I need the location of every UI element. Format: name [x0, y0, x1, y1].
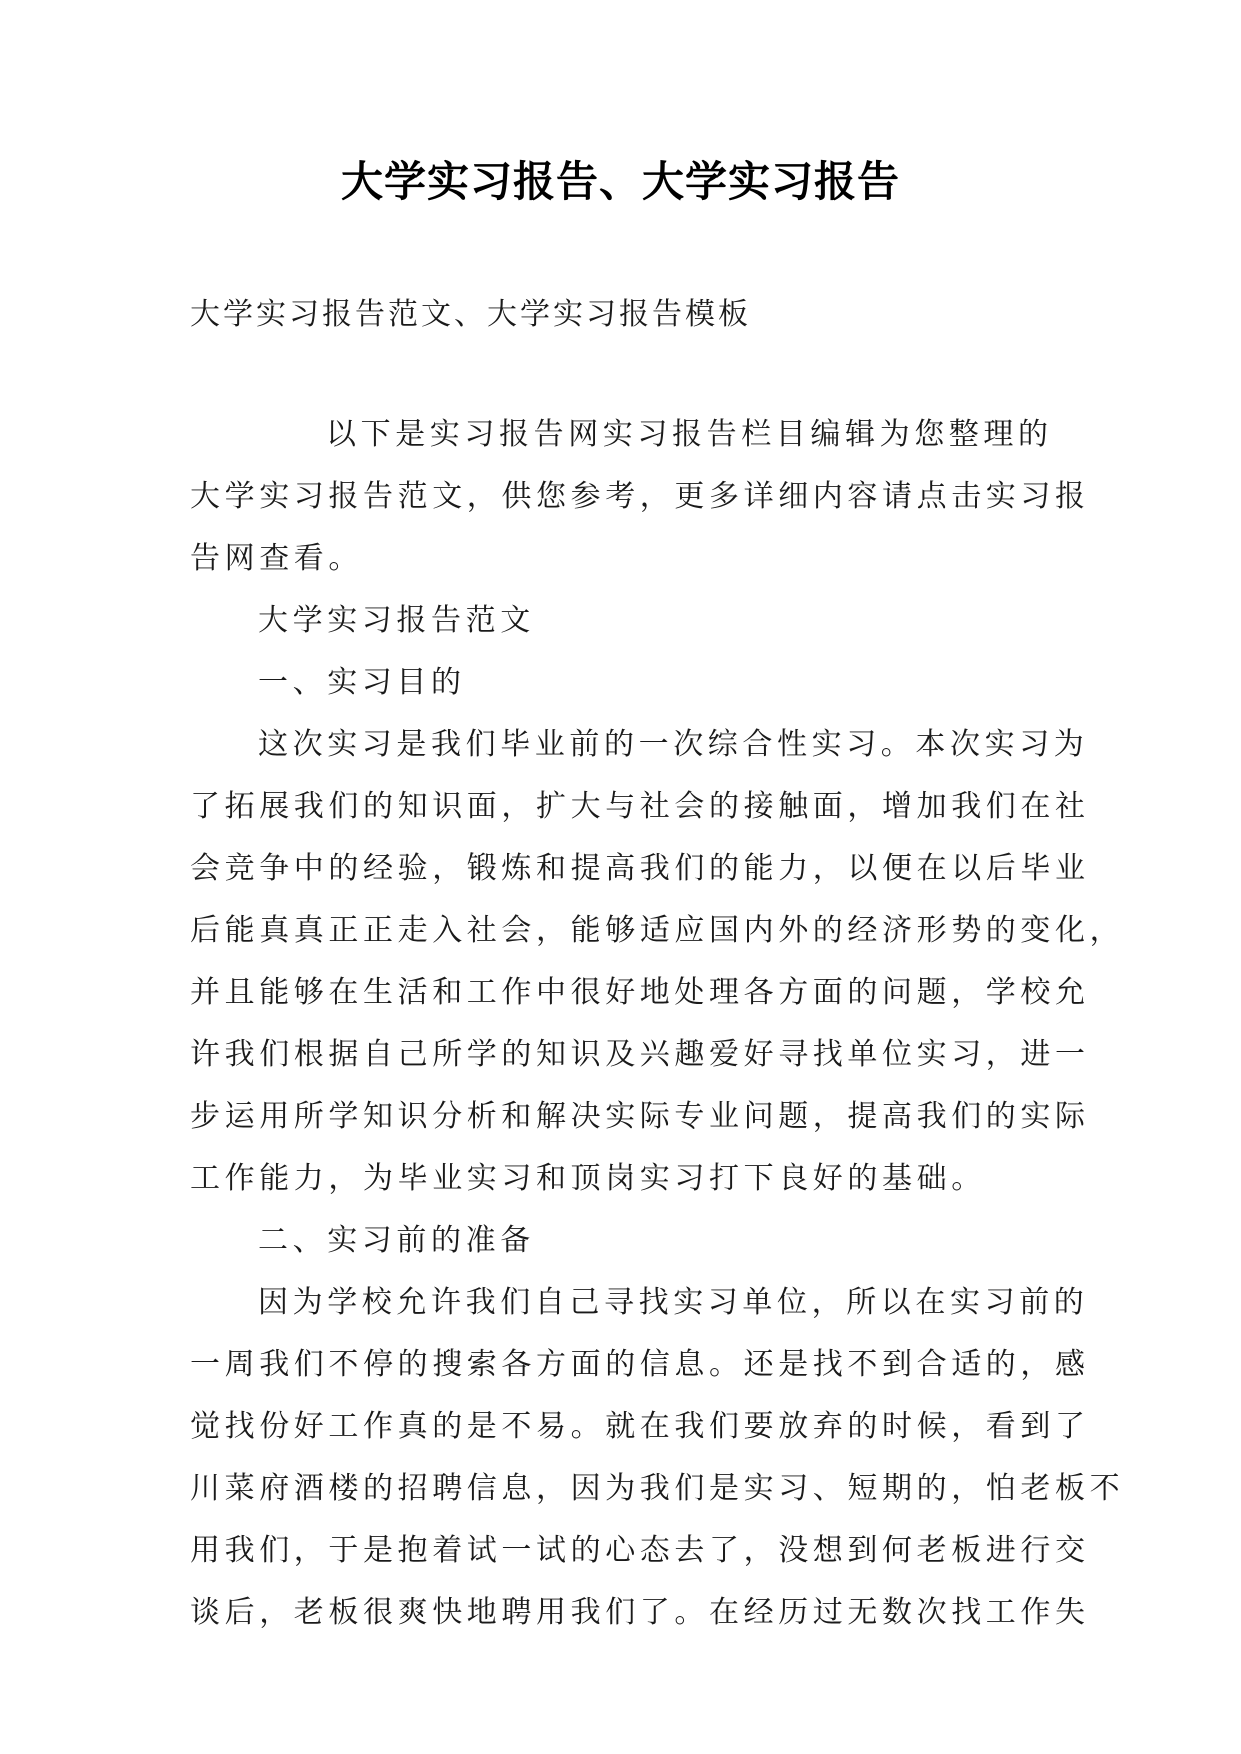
section-heading: 一、实习目的 — [258, 665, 466, 700]
paragraph-line: 大学实习报告范文，供您参考，更多详细内容请点击实习报 — [190, 479, 1090, 514]
paragraph-line: 后能真真正正走入社会，能够适应国内外的经济形势的变化， — [190, 913, 1125, 948]
section-heading: 大学实习报告范文 — [258, 603, 535, 638]
paragraph-line: 并且能够在生活和工作中很好地处理各方面的问题，学校允 — [190, 975, 1090, 1010]
paragraph-line: 步运用所学知识分析和解决实际专业问题，提高我们的实际 — [190, 1099, 1090, 1134]
paragraph-line: 许我们根据自己所学的知识及兴趣爱好寻找单位实习，进一 — [190, 1037, 1090, 1072]
section-heading: 二、实习前的准备 — [258, 1223, 535, 1258]
document-subtitle: 大学实习报告范文、大学实习报告模板 — [190, 297, 751, 332]
paragraph-line: 谈后，老板很爽快地聘用我们了。在经历过无数次找工作失 — [190, 1595, 1090, 1630]
paragraph-line: 因为学校允许我们自己寻找实习单位，所以在实习前的 — [258, 1285, 1089, 1320]
paragraph-line: 工作能力，为毕业实习和顶岗实习打下良好的基础。 — [190, 1161, 986, 1196]
paragraph-line: 这次实习是我们毕业前的一次综合性实习。本次实习为 — [258, 727, 1089, 762]
document-body — [190, 404, 1125, 1644]
paragraph-line: 一周我们不停的搜索各方面的信息。还是找不到合适的，感 — [190, 1347, 1090, 1382]
paragraph-line: 以下是实习报告网实习报告栏目编辑为您整理的 — [326, 417, 1053, 452]
document-title: 大学实习报告、大学实习报告 — [340, 157, 900, 206]
paragraph-line: 会竞争中的经验，锻炼和提高我们的能力，以便在以后毕业 — [190, 851, 1090, 886]
paragraph-line: 了拓展我们的知识面，扩大与社会的接触面，增加我们在社 — [190, 789, 1090, 824]
paragraph-line: 觉找份好工作真的是不易。就在我们要放弃的时候，看到了 — [190, 1409, 1090, 1444]
paragraph-line: 告网查看。 — [190, 541, 363, 576]
paragraph-line: 川菜府酒楼的招聘信息，因为我们是实习、短期的，怕老板不 — [190, 1471, 1125, 1506]
paragraph-line: 用我们，于是抱着试一试的心态去了，没想到何老板进行交 — [190, 1533, 1090, 1568]
